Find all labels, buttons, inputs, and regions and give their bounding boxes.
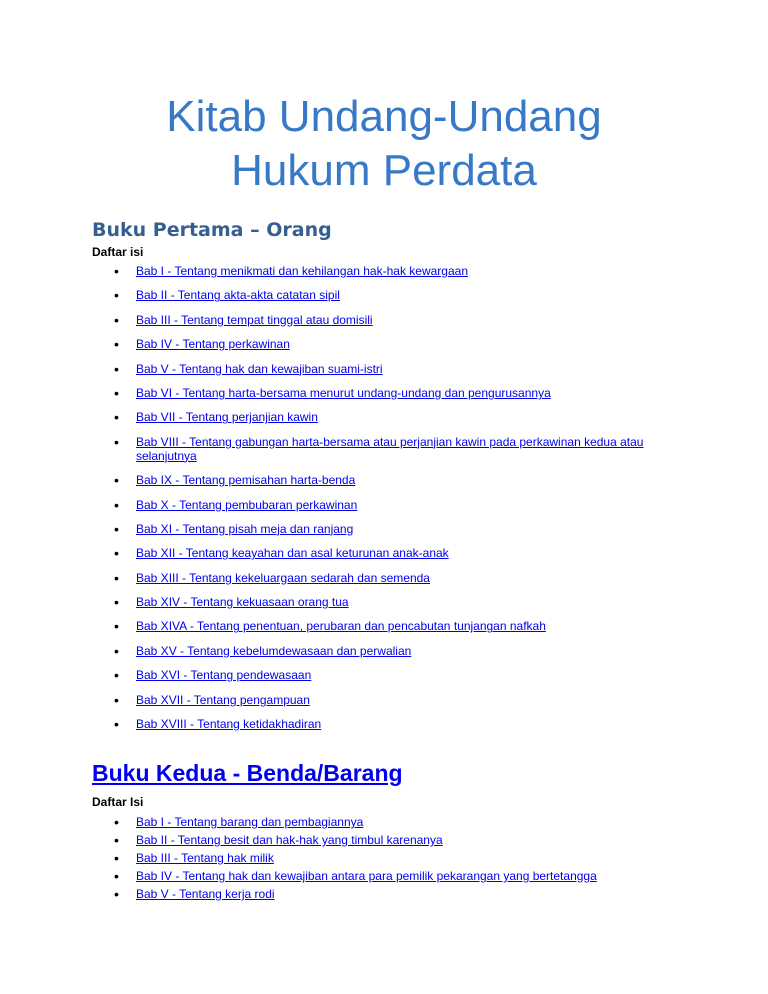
toc-link[interactable]: Bab XVII - Tentang pengampuan [136, 692, 310, 707]
toc-link[interactable]: Bab I - Tentang menikmati dan kehilangan hak-hak kewargaan [136, 264, 468, 278]
book2-heading[interactable]: Buku Kedua - Benda/Barang [92, 760, 403, 786]
list-item [92, 313, 692, 327]
list-item [92, 386, 692, 400]
list-item [92, 362, 692, 376]
toc-link[interactable]: Bab V - Tentang kerja rodi [136, 887, 275, 901]
list-item [92, 619, 692, 633]
list-item [92, 473, 692, 487]
toc-link[interactable]: Bab XI - Tentang pisah meja dan ranjang [136, 521, 354, 536]
list-item [92, 546, 692, 560]
toc-link[interactable]: Bab VI - Tentang harta-bersama menurut undang-undang dan pengurusannya [136, 385, 551, 400]
list-item [92, 887, 692, 901]
toc-link[interactable]: Bab I - Tentang barang dan pembagiannya [136, 815, 364, 829]
list-item [92, 435, 692, 463]
toc-link[interactable]: Bab XIV - Tentang kekuasaan orang tua [136, 595, 349, 610]
book2-toc-label: Daftar Isi [92, 795, 144, 809]
toc-link[interactable]: Bab IV - Tentang perkawinan [136, 337, 290, 352]
toc-link[interactable]: Bab XII - Tentang keayahan dan asal keturunan anak-anak [136, 546, 449, 561]
list-item [92, 571, 692, 585]
toc-link[interactable]: Bab II - Tentang akta-akta catatan sipil [136, 288, 340, 303]
list-item [92, 522, 692, 536]
page-title-line-2: Hukum Perdata [231, 146, 537, 195]
toc-link[interactable]: Bab XV - Tentang kebelumdewasaan dan perwalian [136, 643, 412, 658]
toc-link[interactable]: Bab VII - Tentang perjanjian kawin [136, 410, 318, 425]
page-title [0, 90, 768, 198]
list-item [92, 288, 692, 302]
toc-link[interactable]: Bab II - Tentang besit dan hak-hak yang timbul karenanya [136, 833, 443, 847]
list-item [92, 644, 692, 658]
page-title-line-1: Kitab Undang-Undang [166, 92, 602, 141]
list-item [92, 264, 692, 278]
toc-link[interactable]: Bab XIVA - Tentang penentuan, perubaran dan pencabutan tunjangan nafkah [136, 619, 546, 634]
book2-toc-list [92, 815, 692, 905]
list-item [92, 410, 692, 424]
toc-link[interactable]: Bab IX - Tentang pemisahan harta-benda [136, 473, 356, 488]
toc-link[interactable]: Bab XVIII - Tentang ketidakhadiran [136, 717, 322, 732]
toc-link[interactable]: Bab XVI - Tentang pendewasaan [136, 668, 312, 683]
list-item [92, 869, 692, 883]
toc-link[interactable]: Bab VIII - Tentang gabungan harta-bersama atau perjanjian kawin pada perkawinan kedua atau selanjutnya [136, 434, 644, 463]
list-item [92, 668, 692, 682]
book1-toc-list [92, 264, 692, 741]
list-item [92, 337, 692, 351]
toc-link[interactable]: Bab III - Tentang hak milik [136, 851, 274, 865]
toc-link[interactable]: Bab V - Tentang hak dan kewajiban suami-istri [136, 361, 383, 376]
toc-link[interactable]: Bab IV - Tentang hak dan kewajiban antara para pemilik pekarangan yang bertetangga [136, 869, 597, 883]
list-item [92, 717, 692, 731]
list-item [92, 815, 692, 829]
toc-link[interactable]: Bab III - Tentang tempat tinggal atau domisili [136, 312, 373, 327]
list-item [92, 833, 692, 847]
list-item [92, 595, 692, 609]
toc-link[interactable]: Bab XIII - Tentang kekeluargaan sedarah dan semenda [136, 570, 430, 585]
book1-toc-label: Daftar isi [92, 245, 144, 259]
book1-heading: Buku Pertama – Orang [92, 219, 332, 241]
list-item [92, 498, 692, 512]
list-item [92, 851, 692, 865]
toc-link[interactable]: Bab X - Tentang pembubaran perkawinan [136, 497, 358, 512]
list-item [92, 693, 692, 707]
